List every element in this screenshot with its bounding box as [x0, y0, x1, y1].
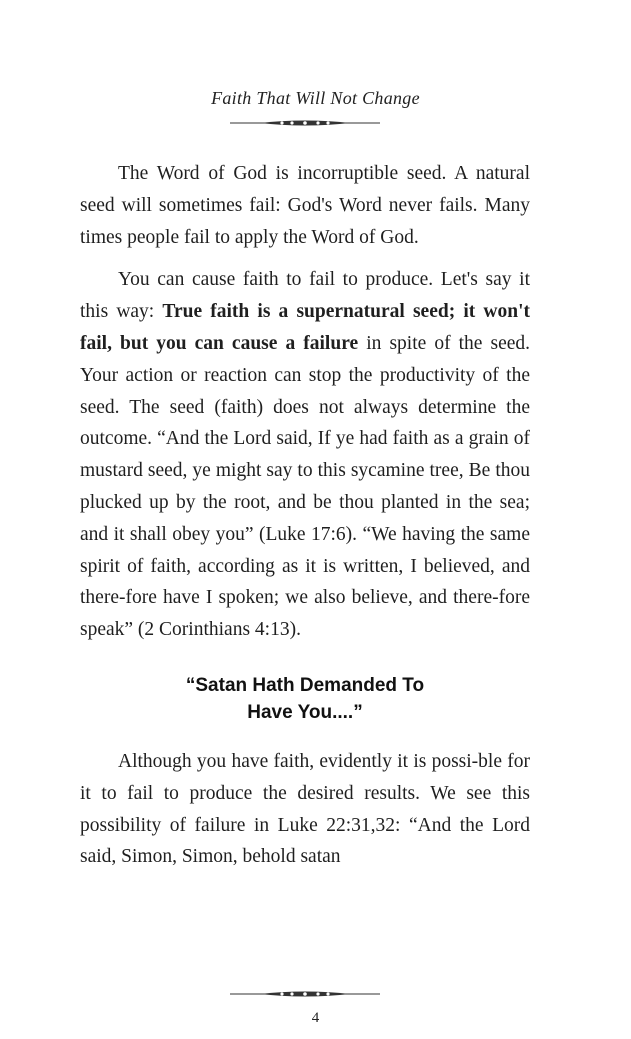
paragraph-1: The Word of God is incorruptible seed. A natural seed will sometimes fail: God's Word never fails. Many times people fail to apply the Word of God. — [80, 163, 530, 248]
paragraph-2-emphasis: True faith is a supernatural seed; it won't fail, but you can cause a failure — [80, 301, 530, 354]
section-heading-line-1: “Satan Hath Demanded To — [185, 674, 425, 696]
paragraph-2-rest: in spite of the seed. Your action or reaction can stop the productivity of the seed. The seed (faith) does not always determine the outcome. “And the Lord said, If ye had faith as a grain of mustard seed, ye might say to this sycamine tree, Be thou plucked up by the root, and be thou planted in the sea; and it shall obey you” (Luke 17:6). “We having the same spirit of faith, according as it is written, I believed, and there-fore have I spoken; we also believe, and there-fore speak” (2 Corinthians 4:13). — [80, 332, 531, 641]
section-heading — [80, 672, 530, 726]
running-head: Faith That Will Not Change — [211, 88, 420, 108]
page-number: 4 — [311, 1010, 320, 1026]
decorative-rule-icon — [230, 989, 380, 999]
paragraph-2-lead: You can cause faith to fail to produce. Let's say it this way: — [80, 269, 530, 323]
decorative-rule-icon — [230, 118, 380, 128]
paragraph-2 — [80, 264, 530, 646]
section-heading-line-2: Have You....” — [247, 701, 363, 723]
paragraph-3: Although you have faith, evidently it is possi-ble for it to fail to produce the desired results. We see this possibility of failure in Luke 22:31,32: “And the Lord said, Simon, Simon, behold satan — [80, 750, 530, 868]
body-text — [80, 158, 530, 884]
